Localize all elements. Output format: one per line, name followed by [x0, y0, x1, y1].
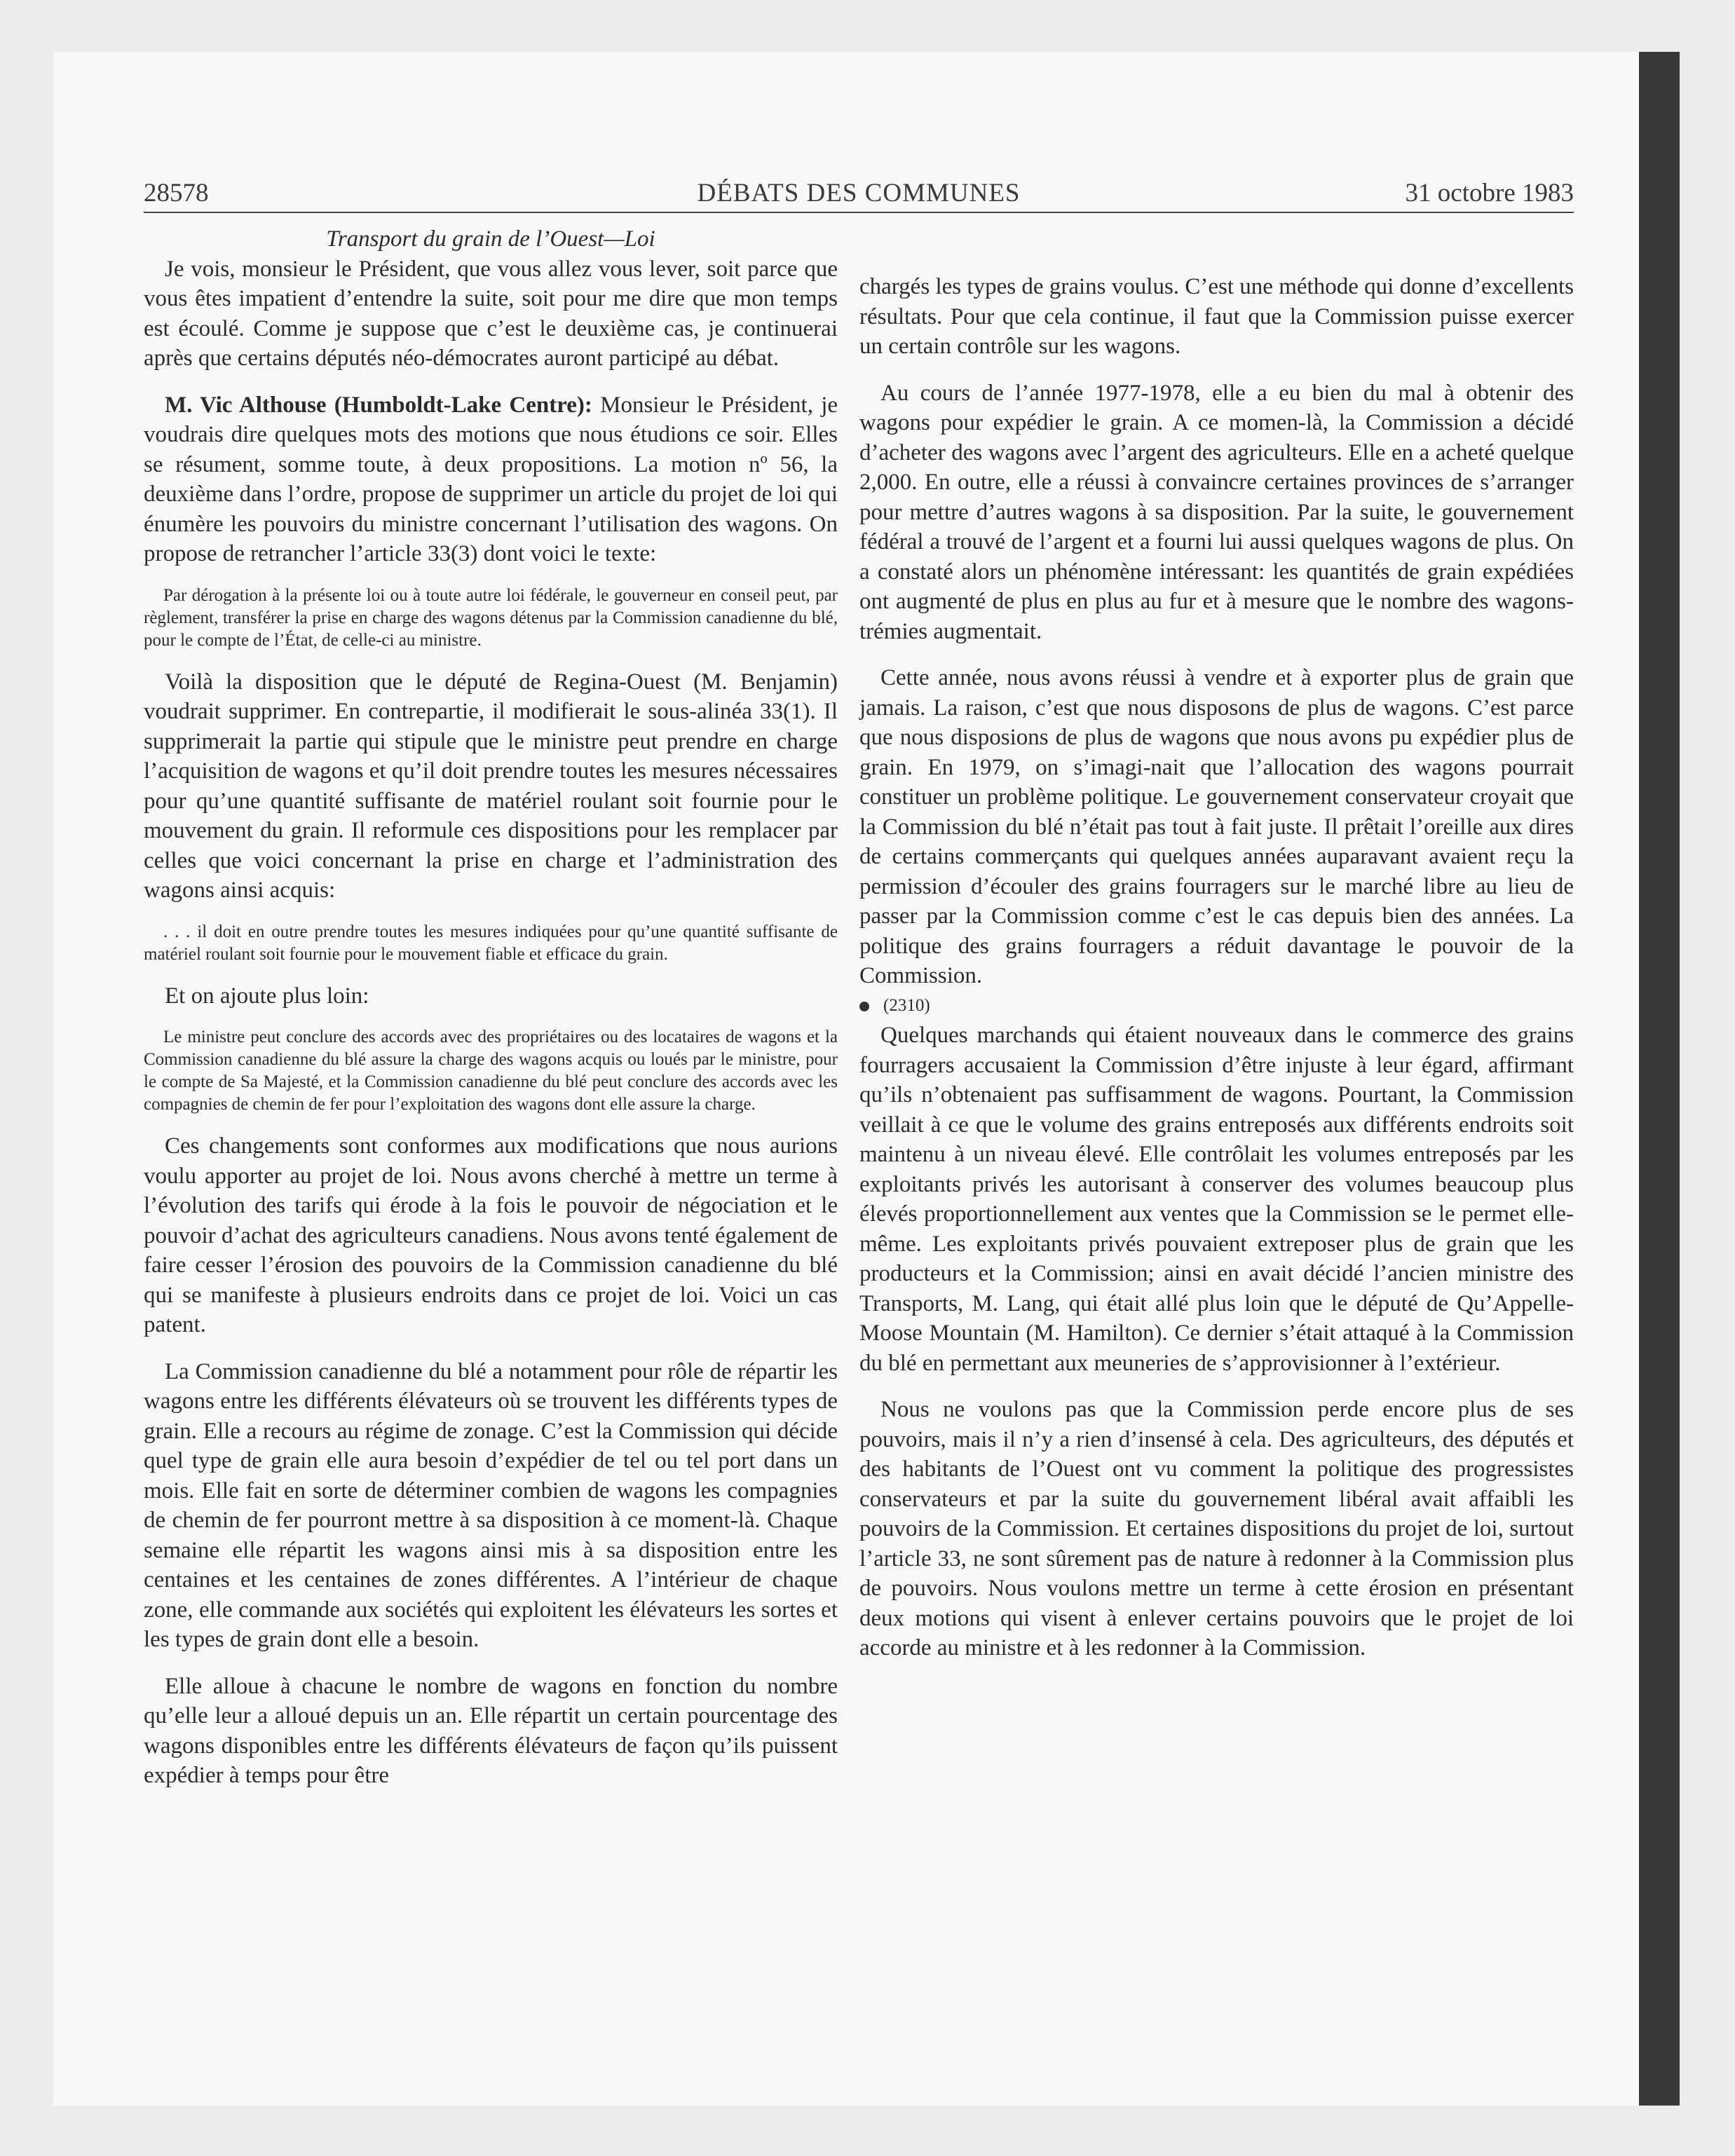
- quotation: [144, 921, 838, 966]
- section-title: Transport du grain de l’Ouest—Loi: [326, 226, 655, 252]
- paragraph: Quelques marchands qui étaient nouveaux dans le commerce des grains fourragers accusaient la Commission d’être injuste à leur égard, affirmant qu’ils n’obtenaient pas suffisamment de wagons. Pourtant, la Commission veillait à ce que le volume des grains entreposés aux différents endroits soit maintenu à un niveau élevé. Elle contrôlait les volumes entreposés par les exploitants privés les autorisant à conserver des volumes beaucoup plus élevés proportionnellement aux ventes que la Commission se le permet elle-même. Les exploitants privés pouvaient extreposer plus de grain que les producteurs et la Commission; ainsi en avait décidé l’ancien ministre des Transports, M. Lang, qui était allé plus loin que le député de Qu’Appelle-Moose Mountain (M. Hamilton). Ce dernier s’était attaqué à la Commission du blé en permettant aux meuneries de s’approvisionner à l’extérieur.: [859, 1023, 1574, 1376]
- paragraph-text: Monsieur le Président, je voudrais dire quelques mots des motions que nous étudions ce soir. Elles se résument, somme toute, à deux propositions. La motion nº 56, la deuxième dans l’ordre, propose de supprimer un article du projet de loi qui énumère les pouvoirs du ministre concernant l’utilisation des wagons. On propose de retrancher l’article 33(3) dont voici le texte:: [144, 392, 838, 566]
- paragraph: La Commission canadienne du blé a notamment pour rôle de répartir les wagons entre les différents élévateurs où se trouvent les différents types de grain. Elle a recours au régime de zonage. C’est la Commission qui décide quel type de grain elle aura besoin d’expédier de tel ou tel port dans un mois. Elle fait en sorte de déterminer combien de wagons les compagnies de chemin de fer pourront mettre à sa disposition à ce moment-là. Chaque semaine elle répartit les wagons ainsi mis à sa disposition entre les centaines et les centaines de zones différentes. A l’intérieur de chaque zone, elle commande aux sociétés qui exploitent les élévateurs les sortes et les types de grain dont elle a besoin.: [144, 1358, 838, 1652]
- left-column: [144, 224, 838, 1791]
- time-marker: [859, 991, 1574, 1021]
- quotation-text: Par dérogation à la présente loi ou à toute autre loi fédérale, le gouverneur en conseil peut, par règlement, transférer la prise en charge des wagons détenus par la Commission canadienne du blé, pour le compte de l’État, de celle-ci au ministre.: [144, 585, 838, 650]
- quotation: [144, 1026, 838, 1116]
- header-rule: [144, 212, 1574, 213]
- paragraph: Ces changements sont conformes aux modifications que nous aurions voulu apporter au projet de loi. Nous avons cherché à mettre un terme à l’évolution des tarifs qui érode à la fois le pouvoir de négociation et le pouvoir d’achat des agriculteurs canadiens. Nous avons tenté également de faire cesser l’érosion des pouvoirs de la Commission canadienne du blé qui se manifeste à plusieurs endroits dans ce projet de loi. Voici un cas patent.: [144, 1133, 838, 1337]
- paragraph: Au cours de l’année 1977-1978, elle a eu bien du mal à obtenir des wagons pour expédier le grain. A ce momen-là, la Commission a décidé d’acheter des wagons avec l’argent des agriculteurs. Elle en a acheté quelque 2,000. En outre, elle a réussi à convaincre certaines provinces de s’arranger pour mettre d’autres wagons à sa disposition. Par la suite, le gouvernement fédéral a trouvé de l’argent et a fourni lui aussi quelques wagons de plus. On a constaté alors un phénomène intéressant: les quantités de grain expédiées ont augmenté de plus en plus au fur et à mesure que le nombre des wagons-trémies augmentait.: [859, 380, 1574, 644]
- paragraph: Cette année, nous avons réussi à vendre et à exporter plus de grain que jamais. La raison, c’est que nous disposons de plus de wagons. C’est parce que nous disposions de plus de wagons que nous avons pu expédier plus de grain. En 1979, on s’imagi-nait que l’allocation des wagons pourrait constituer un problème politique. Le gouvernement conservateur croyait que la Commission du blé n’était pas tout à fait juste. Il prêtait l’oreille aux dires de certains commerçants qui quelques années auparavant avaient reçu la permission d’écouler des grains fourragers sur le marché libre au lieu de passer par la Commission comme c’est le cas depuis bien des années. La politique des grains fourragers a réduit davantage le pouvoir de la Commission.: [859, 665, 1574, 988]
- paragraph: Je vois, monsieur le Président, que vous allez vous lever, soit parce que vous êtes impatient d’entendre la suite, soit pour me dire que mon temps est écoulé. Comme je suppose que c’est le deuxième cas, je continuerai après que certains députés néo-démocrates auront participé au débat.: [144, 256, 838, 371]
- quotation-text: . . . il doit en outre prendre toutes les mesures indiquées pour qu’une quantité suffisante de matériel roulant soit fournie pour le mouvement fiable et efficace du grain.: [144, 922, 838, 964]
- time-marker-text: (2310): [883, 995, 930, 1015]
- paragraph: chargés les types de grains voulus. C’est une méthode qui donne d’excellents résultats. Pour que cela continue, il faut que la Commission puisse exercer un certain contrôle sur les wagons.: [859, 274, 1574, 359]
- paragraph: Nous ne voulons pas que la Commission perde encore plus de ses pouvoirs, mais il n’y a rien d’insensé à cela. Des agriculteurs, des députés et des habitants de l’Ouest ont vu comment la politique des progressistes conservateurs et par la suite du gouvernement libéral avait affaibli les pouvoirs de la Commission. Et certaines dispositions du projet de loi, surtout l’article 33, ne sont sûrement pas de nature à redonner à la Commission plus de pouvoirs. Nous voulons mettre un terme à cette érosion en présentant deux motions qui visent à enlever certains pouvoirs que le projet de loi accorde au ministre et à les redonner à la Commission.: [859, 1397, 1574, 1660]
- page-number: 28578: [144, 179, 209, 207]
- speaker-name: M. Vic Althouse (Humboldt-Lake Centre):: [165, 392, 592, 418]
- binding-edge: [1639, 52, 1680, 2106]
- quotation: [144, 585, 838, 652]
- page-header: [144, 178, 1574, 214]
- paragraph: Elle alloue à chacune le nombre de wagons en fonction du nombre qu’elle leur a alloué depuis un an. Elle répartit un certain pourcentage des wagons disponibles entre les différents élévateurs de façon qu’ils puissent expédier à temps pour être: [144, 1673, 838, 1788]
- bullet-dot-icon: [859, 1002, 869, 1011]
- right-column: [859, 272, 1574, 1663]
- paragraph: Et on ajoute plus loin:: [165, 983, 369, 1009]
- paragraph: Voilà la disposition que le député de Regina-Ouest (M. Benjamin) voudrait supprimer. En contrepartie, il modifierait le sous-alinéa 33(1). Il supprimerait la partie qui stipule que le ministre peut prendre en charge l’acquisition de wagons et qu’il doit prendre toutes les mesures nécessaires pour qu’une quantité suffisante de matériel roulant soit fournie pour le mouvement du grain. Il reformule ces dispositions pour les remplacer par celles que voici concernant la prise en charge et l’administration des wagons ainsi acquis:: [144, 669, 838, 903]
- publication-title: DÉBATS DES COMMUNES: [697, 179, 1021, 207]
- publication-date: 31 octobre 1983: [1405, 179, 1574, 207]
- speaker-paragraph: [144, 390, 838, 569]
- quotation-text: Le ministre peut conclure des accords avec des propriétaires ou des locataires de wagons et la Commission canadienne du blé assure la charge des wagons acquis ou loués par le ministre, pour le compte de Sa Majesté, et la Commission canadienne du blé peut conclure des accords avec les compagnies de chemin de fer pour l’exploitation des wagons dont elle assure la charge.: [144, 1028, 838, 1114]
